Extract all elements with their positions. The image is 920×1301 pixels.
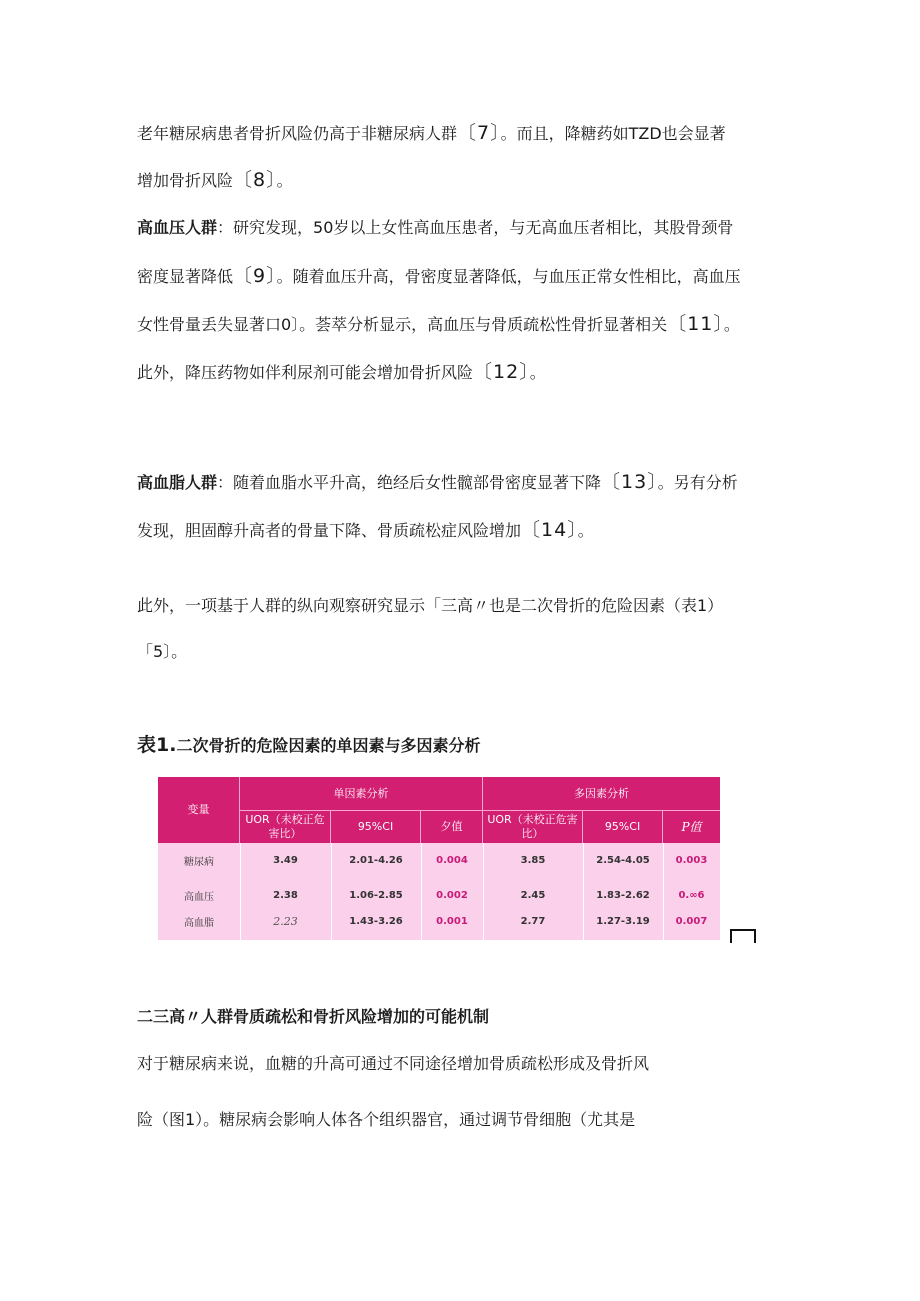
text: 老年糖尿病患者骨折风险仍高于非糖尿病人群 <box>137 124 458 143</box>
col-header-multi-or: UOR（未校正危害比） <box>483 811 583 843</box>
col-header-multi-p: P值 <box>663 811 720 843</box>
text: 。 <box>529 363 546 382</box>
section-heading: 二三高〃人群骨质疏松和骨折风险增加的可能机制 <box>137 1007 490 1026</box>
section2-line1: 对于糖尿病来说，血糖的升高可通过不同途径增加骨质疏松形成及骨折风 <box>137 1054 650 1073</box>
table-cell: 2.54-4.05 <box>596 854 650 866</box>
row-label-hyperlipidemia: 高血脂 <box>184 917 214 929</box>
table-caption <box>137 732 480 759</box>
three-highs-line2: 「5〕。 <box>137 642 188 661</box>
table-cell: 1.06-2.85 <box>349 889 403 901</box>
table-cell-pvalue: 0.003 <box>675 854 708 866</box>
section2-line2: 险（图1）。糖尿病会影响人体各个组织器官，通过调节骨细胞（尤其是 <box>137 1110 636 1129</box>
text: 。 <box>723 315 740 334</box>
section-label: 高血脂人群 <box>137 473 218 492</box>
table-cell: 2.01-4.26 <box>349 854 403 866</box>
col-header-multi-ci: 95%CI <box>583 811 663 843</box>
table-cell: 1.43-3.26 <box>349 915 403 927</box>
col-header-uni-ci: 95%CI <box>331 811 421 843</box>
group-header-multivariate: 多因素分析 <box>483 777 720 811</box>
caption-text: 二次骨折的危险因素的单因素与多因素分析 <box>176 736 481 755</box>
text: 。 <box>577 521 594 540</box>
citation: 〔8〕 <box>233 169 277 191</box>
table-cell-pvalue: 0.004 <box>436 854 468 866</box>
text: ：研究发现，50岁以上女性高血压患者，与无高血压者相比，其股骨颈骨 <box>217 218 734 237</box>
col-header-uni-or: UOR（未校正危害比） <box>240 811 331 843</box>
hyperlipidemia-line1 <box>137 470 738 494</box>
table-cell: 1.83-2.62 <box>596 889 650 901</box>
text: 密度显著降低 <box>137 267 234 286</box>
col-header-uni-p: 夕值 <box>421 811 483 843</box>
text: 。另有分析 <box>657 473 738 492</box>
table-cell-pvalue: 0.007 <box>675 915 708 927</box>
group-header-univariate: 单因素分析 <box>240 777 483 811</box>
citation: 〔14〕 <box>521 519 578 541</box>
table-cell-pvalue: 0.∞6 <box>678 889 705 901</box>
hypertension-line4 <box>137 360 546 384</box>
text: 。随着血压升高，骨密度显著降低，与血压正常女性相比，高血压 <box>276 267 741 286</box>
text: 此外，降压药物如伴利尿剂可能会增加骨折风险 <box>137 363 474 382</box>
risk-factor-table <box>158 777 720 940</box>
citation: 〔13〕 <box>601 471 658 493</box>
caption-number: 表1. <box>137 734 177 756</box>
hypertension-line1 <box>137 216 733 240</box>
text: 。 <box>276 171 293 190</box>
table-cell: 1.27-3.19 <box>596 915 650 927</box>
citation: 〔12〕 <box>473 361 530 383</box>
hypertension-line3 <box>137 312 740 336</box>
hypertension-line2 <box>137 264 741 288</box>
hyperlipidemia-line2 <box>137 518 594 542</box>
text: ：随着血脂水平升高，绝经后女性髋部骨密度显著下降 <box>217 473 602 492</box>
citation: 〔7〕 <box>457 122 501 144</box>
text: 增加骨折风险 <box>137 171 234 190</box>
table-cell: 3.49 <box>273 854 298 866</box>
text: 女性骨量丢失显著口0〕。荟萃分析显示，高血压与骨质疏松性骨折显著相关 <box>137 315 668 334</box>
row-label-hypertension: 高血压 <box>184 891 214 903</box>
table-cell: 2.77 <box>520 915 546 927</box>
corner-bracket-mark <box>730 929 756 943</box>
table-cell: 2.45 <box>520 889 546 901</box>
citation: 〔11〕 <box>667 313 724 335</box>
three-highs-line1: 此外，一项基于人群的纵向观察研究显示「三高〃也是二次骨折的危险因素（表1） <box>137 596 724 615</box>
table-cell: 3.85 <box>520 854 546 866</box>
section-label: 高血压人群 <box>137 218 218 237</box>
citation: 〔9〕 <box>233 265 277 287</box>
para1-line2 <box>137 168 293 192</box>
table-cell: 2.38 <box>273 889 298 901</box>
para1-line1 <box>137 121 726 145</box>
table-cell-pvalue: 0.002 <box>436 889 468 901</box>
text: 发现，胆固醇升高者的骨量下降、骨质疏松症风险增加 <box>137 521 522 540</box>
row-label-diabetes: 糖尿病 <box>184 856 214 868</box>
text: 。而且，降糖药如TZD也会显著 <box>500 124 726 143</box>
table-cell: 2.23 <box>273 914 298 928</box>
table-cell-pvalue: 0.001 <box>436 915 468 927</box>
col-header-variable: 变量 <box>158 777 240 843</box>
